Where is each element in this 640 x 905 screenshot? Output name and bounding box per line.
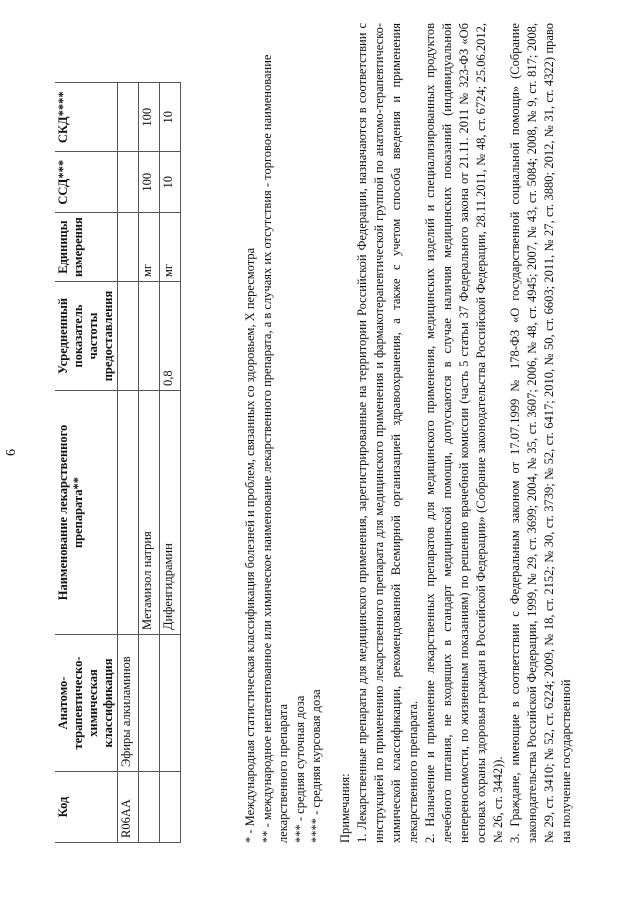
cell-units: мг bbox=[139, 213, 160, 282]
remarks-title: Примечания: bbox=[338, 773, 352, 843]
header-code: Код bbox=[55, 772, 118, 843]
table-header-row bbox=[55, 83, 118, 843]
cell-skd bbox=[118, 83, 139, 152]
header-atc: Анатомо-терапевтическо-химическая классификация bbox=[55, 635, 118, 772]
header-drug-name: Наименование лекарственного препарата** bbox=[55, 391, 118, 635]
header-skd: СКД**** bbox=[55, 83, 118, 152]
cell-code bbox=[160, 772, 181, 843]
header-ssd: ССД*** bbox=[55, 152, 118, 213]
cell-frequency: 0,8 bbox=[160, 282, 181, 391]
footnote-2: ** - международное непатентованное или химическое наименование лекарственного препарата, а в случаях их отсутствия - торговое наименование лекарственного препарата bbox=[259, 54, 290, 843]
footnote-1: * - Международная статистическая классификация болезней и проблем, связанных со здоровьем, X пересмотра bbox=[243, 247, 257, 843]
cell-units bbox=[118, 213, 139, 282]
cell-skd: 100 bbox=[139, 83, 160, 152]
cell-drug-name bbox=[118, 391, 139, 635]
cell-atc bbox=[139, 635, 160, 772]
remarks-section bbox=[337, 23, 575, 843]
table-row bbox=[139, 83, 160, 843]
drug-table bbox=[55, 82, 181, 843]
cell-frequency bbox=[139, 282, 160, 391]
remark-2: 2. Назначение и применение лекарственных препаратов для медицинского применения, медицинских изделий и специализированных продуктов лечебного питания, не входящих в стандарт медицинской помощи, допускаются в случае наличия медицинских показаний (индивидуальной непереносимости, по жизненным показаниям) по решению врачебной комиссии (часть 5 статьи 37 Федерального закона от 21.11. 2011 № 323-ФЗ «Об основах охраны здоровья граждан в Российской Федерации» (Собрание законодательства Российской Федерации, 28.11.2011, № 48, ст. 6724; 25.06.2012, № 26, ст. 3442)). bbox=[423, 23, 505, 843]
cell-units: мг bbox=[160, 213, 181, 282]
footnote-4: **** - средняя курсовая доза bbox=[309, 689, 323, 843]
table-row bbox=[160, 83, 181, 843]
page-number: 6 bbox=[4, 449, 19, 456]
cell-code bbox=[139, 772, 160, 843]
cell-atc: Эфиры алкиламинов bbox=[118, 635, 139, 772]
cell-ssd: 100 bbox=[139, 152, 160, 213]
cell-skd: 10 bbox=[160, 83, 181, 152]
footnote-3: *** - средняя суточная доза bbox=[292, 695, 307, 843]
footnotes bbox=[242, 23, 325, 843]
cell-drug-name: Дифенгидрамин bbox=[160, 391, 181, 635]
remark-3: 3. Граждане, имеющие в соответствии с Федеральным законом от 17.07.1999 № 178-ФЗ «О государственной социальной помощи» (Собрание законодательства Российской Федерации, 1999, № 29, ст. 3699; 2004, № 35, ст. 3607; 2006, № 48, ст. 4945; 2007, № 43, ст. 5084; 2008, № 9, ст. 817; 2008, № 29, ст. 3410; № 52, ст. 6224; 2009, № 18, ст. 2152; № 30, ст. 3739; № 52, ст. 6417; 2010, № 50, ст. 6603; 2011, № 27, ст. 3880; 2012, № 31, ст. 4322) право на получение государственной bbox=[508, 23, 573, 843]
remark-1: 1. Лекарственные препараты для медицинского применения, зарегистрированные на территории Российской Федерации, назначаются в соответствии с инструкцией по применению лекарственного препарата для медицинского применения и фармакотерапевтической группой по анатомо-терапевтическо-химической классификации, рекомендованной Всемирной организацией здравоохранения, а также с учетом способа введения и применения лекарственного препарата. bbox=[355, 23, 420, 843]
cell-code: R06AA bbox=[118, 772, 139, 843]
cell-frequency bbox=[118, 282, 139, 391]
cell-ssd bbox=[118, 152, 139, 213]
header-frequency: Усредненный показатель частоты предоставления bbox=[55, 282, 118, 391]
cell-ssd: 10 bbox=[160, 152, 181, 213]
cell-drug-name: Метамизол натрия bbox=[139, 391, 160, 635]
header-units: Единицы измерения bbox=[55, 213, 118, 282]
table-row bbox=[118, 83, 139, 843]
cell-atc bbox=[160, 635, 181, 772]
